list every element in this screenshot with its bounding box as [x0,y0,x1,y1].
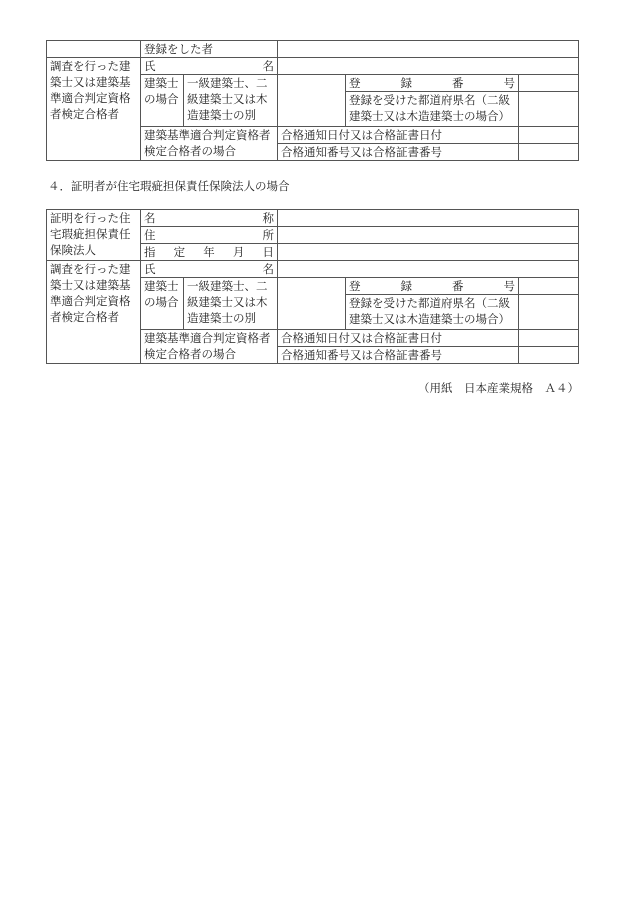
registrant-field[interactable] [278,41,579,58]
class-label: 一級建築士、二級建築士又は木造建築士の別 [184,278,278,330]
registrant-label: 登録をした者 [141,41,278,58]
reg-number-label: 登 録 番 号 [346,75,519,92]
reg-number-field[interactable] [519,278,579,295]
class-label: 一級建築士、二級建築士又は木造建築士の別 [184,75,278,127]
qualified-case-label: 建築基準適合判定資格者検定合格者の場合 [141,330,278,364]
address-label: 住 所 [141,227,278,244]
pass-date-label: 合格通知日付又は合格証書日付 [278,330,519,347]
reg-number-label: 登 録 番 号 [346,278,519,295]
architect-case-label: 建築士の場合 [141,75,184,127]
designation-date-label: 指 定 年 月 日 [141,244,278,261]
pass-number-field[interactable] [519,144,579,161]
pass-date-label: 合格通知日付又は合格証書日付 [278,127,519,144]
pass-number-label: 合格通知番号又は合格証書番号 [278,144,519,161]
class-field[interactable] [278,278,346,330]
certifier-label: 証明を行った住宅瑕疵担保責任保険法人 [47,210,141,261]
designation-date-field[interactable] [278,244,579,261]
pass-number-field[interactable] [519,347,579,364]
name-label: 氏 名 [141,261,278,278]
paper-size-note: （用紙 日本産業規格 Ａ４） [418,381,579,395]
architect-case-label: 建築士の場合 [141,278,184,330]
prefecture-field[interactable] [519,92,579,127]
class-field[interactable] [278,75,346,127]
name-field[interactable] [278,58,579,75]
qualified-case-label: 建築基準適合判定資格者検定合格者の場合 [141,127,278,161]
blank-cell [47,41,141,58]
inspector-table-1 [46,40,579,161]
inspector-table-2 [46,209,579,364]
pass-date-field[interactable] [519,127,579,144]
name-field[interactable] [278,261,579,278]
inspector-label: 調査を行った建築士又は建築基準適合判定資格者検定合格者 [47,58,141,161]
name-label: 氏 名 [141,58,278,75]
prefecture-label: 登録を受けた都道府県名（二級建築士又は木造建築士の場合） [346,295,519,330]
inspector-label: 調査を行った建築士又は建築基準適合判定資格者検定合格者 [47,261,141,364]
org-name-field[interactable] [278,210,579,227]
pass-date-field[interactable] [519,330,579,347]
prefecture-label: 登録を受けた都道府県名（二級建築士又は木造建築士の場合） [346,92,519,127]
pass-number-label: 合格通知番号又は合格証書番号 [278,347,519,364]
org-name-label: 名 称 [141,210,278,227]
address-field[interactable] [278,227,579,244]
section-4-heading: ４．証明者が住宅瑕疵担保責任保険法人の場合 [48,179,290,193]
reg-number-field[interactable] [519,75,579,92]
prefecture-field[interactable] [519,295,579,330]
